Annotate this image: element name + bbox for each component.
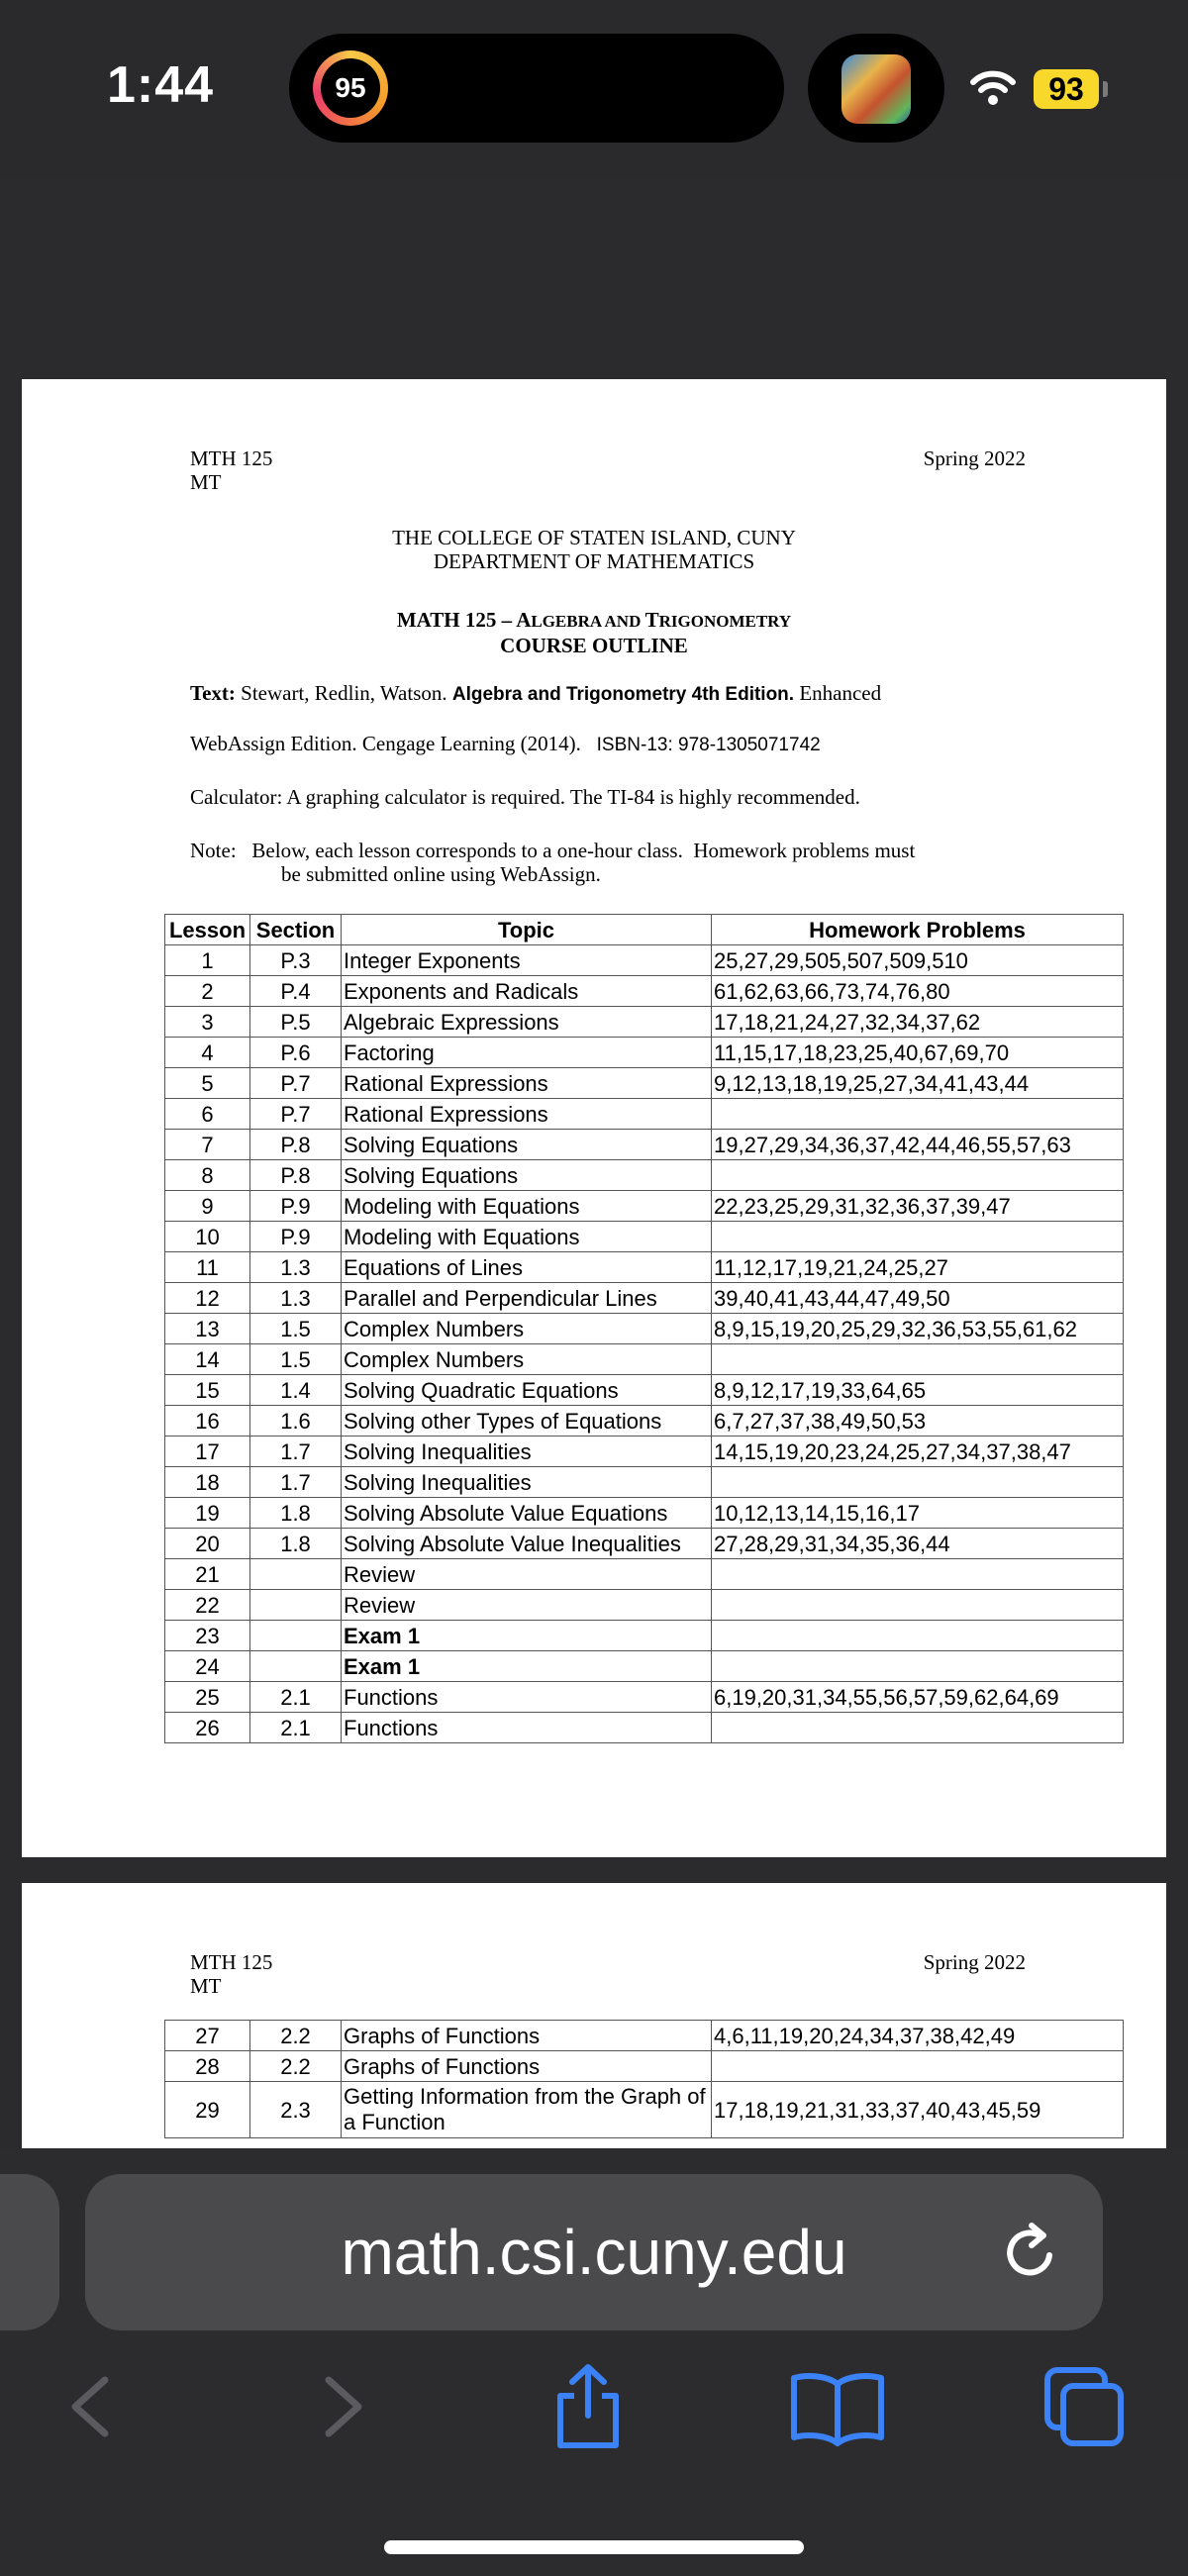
activity-ring-value: 95: [321, 58, 380, 118]
homework-cell: 17,18,21,24,27,32,34,37,62: [712, 1007, 1124, 1038]
text-enhanced: Enhanced: [794, 681, 882, 705]
section-cell: [250, 1590, 342, 1621]
topic-cell: Functions: [342, 1713, 712, 1743]
table-header-row: [165, 915, 1124, 945]
course-sub: MT: [190, 470, 222, 494]
table-row: [165, 1222, 1124, 1252]
topic-cell: Rational Expressions: [342, 1099, 712, 1130]
homework-cell: 6,7,27,37,38,49,50,53: [712, 1406, 1124, 1437]
activity-ring-icon: [313, 50, 388, 126]
header-section: Section: [250, 915, 342, 945]
homework-cell: 9,12,13,18,19,25,27,34,41,43,44: [712, 1068, 1124, 1099]
topic-cell: Rational Expressions: [342, 1068, 712, 1099]
topic-cell: Review: [342, 1559, 712, 1590]
topic-cell: Integer Exponents: [342, 945, 712, 976]
textbook-line: [190, 681, 881, 706]
page2-course-sub: MT: [190, 1974, 222, 1998]
table-row: [165, 976, 1124, 1007]
lesson-cell: 6: [165, 1099, 250, 1130]
topic-cell: Solving Quadratic Equations: [342, 1375, 712, 1406]
section-cell: 2.2: [250, 2051, 342, 2082]
homework-cell: 19,27,29,34,36,37,42,44,46,55,57,63: [712, 1130, 1124, 1160]
live-activity[interactable]: [808, 34, 944, 143]
note-line-1: Note: Below, each lesson corresponds to a one-hour class. Homework problems must: [190, 839, 916, 862]
homework-cell: [712, 1160, 1124, 1191]
college-heading: [22, 526, 1166, 573]
table-row: [165, 2021, 1124, 2051]
table-row: [165, 2082, 1124, 2138]
header-topic: Topic: [342, 915, 712, 945]
section-cell: [250, 1621, 342, 1651]
topic-cell: Solving Equations: [342, 1130, 712, 1160]
lesson-cell: 9: [165, 1191, 250, 1222]
section-cell: 1.8: [250, 1529, 342, 1559]
forward-icon[interactable]: [313, 2372, 372, 2441]
homework-cell: 6,19,20,31,34,55,56,57,59,62,64,69: [712, 1682, 1124, 1713]
calculator-line: Calculator: A graphing calculator is required. The TI-84 is highly recommended.: [190, 785, 860, 809]
lesson-cell: 28: [165, 2051, 250, 2082]
homework-cell: 8,9,15,19,20,25,29,32,36,53,55,61,62: [712, 1314, 1124, 1344]
table-row: [165, 1160, 1124, 1191]
course-title-line: [22, 608, 1166, 634]
homework-cell: 10,12,13,14,15,16,17: [712, 1498, 1124, 1529]
share-icon[interactable]: [550, 2362, 626, 2451]
homework-cell: 22,23,25,29,31,32,36,37,39,47: [712, 1191, 1124, 1222]
homework-cell: [712, 1713, 1124, 1743]
section-cell: P.3: [250, 945, 342, 976]
title-small-1: LGEBRA AND: [531, 612, 645, 631]
app-thumbnail-icon: [842, 54, 911, 124]
lesson-cell: 8: [165, 1160, 250, 1191]
table-row: [165, 1651, 1124, 1682]
lesson-cell: 26: [165, 1713, 250, 1743]
homework-cell: [712, 1344, 1124, 1375]
back-icon[interactable]: [61, 2372, 121, 2441]
topic-cell: Review: [342, 1590, 712, 1621]
section-cell: 1.3: [250, 1283, 342, 1314]
lesson-cell: 1: [165, 945, 250, 976]
section-cell: 1.5: [250, 1314, 342, 1344]
tabs-icon[interactable]: [1040, 2362, 1129, 2451]
section-cell: 1.5: [250, 1344, 342, 1375]
topic-cell: Modeling with Equations: [342, 1191, 712, 1222]
table-row: [165, 1191, 1124, 1222]
topic-cell: Functions: [342, 1682, 712, 1713]
section-cell: 1.4: [250, 1375, 342, 1406]
text-authors: Stewart, Redlin, Watson.: [235, 681, 452, 705]
note-line-2: be submitted online using WebAssign.: [281, 862, 601, 886]
table-row: [165, 1406, 1124, 1437]
topic-cell: Exam 1: [342, 1621, 712, 1651]
lesson-cell: 5: [165, 1068, 250, 1099]
table-row: [165, 1682, 1124, 1713]
home-indicator[interactable]: [384, 2540, 804, 2554]
lesson-cell: 25: [165, 1682, 250, 1713]
header-lesson: Lesson: [165, 915, 250, 945]
lesson-cell: 3: [165, 1007, 250, 1038]
topic-cell: Exponents and Radicals: [342, 976, 712, 1007]
lesson-cell: 13: [165, 1314, 250, 1344]
webassign-line: [190, 732, 821, 756]
homework-cell: [712, 1099, 1124, 1130]
battery-indicator: 93: [1034, 69, 1099, 109]
table-row: [165, 2051, 1124, 2082]
section-cell: 2.1: [250, 1682, 342, 1713]
title-small-2: RIGONOMETRY: [658, 612, 792, 631]
table-row: [165, 1130, 1124, 1160]
pdf-page-2[interactable]: [22, 1883, 1166, 2148]
topic-cell: Getting Information from the Graph of a Function: [342, 2082, 712, 2138]
lesson-cell: 22: [165, 1590, 250, 1621]
lesson-cell: 17: [165, 1437, 250, 1467]
page2-course-code: MTH 125: [190, 1950, 273, 1974]
table-row: [165, 1252, 1124, 1283]
topic-cell: Factoring: [342, 1038, 712, 1068]
topic-cell: Graphs of Functions: [342, 2051, 712, 2082]
lesson-cell: 10: [165, 1222, 250, 1252]
table-row: [165, 1344, 1124, 1375]
topic-cell: Exam 1: [342, 1651, 712, 1682]
topic-cell: Solving Equations: [342, 1160, 712, 1191]
table-row: [165, 1529, 1124, 1559]
bookmarks-icon[interactable]: [788, 2368, 887, 2447]
course-code: MTH 125: [190, 446, 273, 470]
title-big-2: T: [644, 608, 659, 632]
section-cell: [250, 1651, 342, 1682]
section-cell: 1.6: [250, 1406, 342, 1437]
header-course: [190, 446, 272, 494]
text-book: Algebra and Trigonometry 4th Edition.: [451, 684, 795, 705]
table-row: [165, 1621, 1124, 1651]
table-row: [165, 945, 1124, 976]
lesson-cell: 23: [165, 1621, 250, 1651]
table-row: [165, 1068, 1124, 1099]
previous-tab-preview[interactable]: [0, 2174, 59, 2330]
homework-cell: [712, 1590, 1124, 1621]
lesson-cell: 7: [165, 1130, 250, 1160]
section-cell: P.7: [250, 1099, 342, 1130]
course-subtitle: COURSE OUTLINE: [500, 634, 688, 657]
dynamic-island[interactable]: [289, 34, 784, 143]
topic-cell: Graphs of Functions: [342, 2021, 712, 2051]
lesson-cell: 16: [165, 1406, 250, 1437]
homework-cell: [712, 1559, 1124, 1590]
section-cell: 2.3: [250, 2082, 342, 2138]
section-cell: [250, 1559, 342, 1590]
lesson-cell: 15: [165, 1375, 250, 1406]
page2-header-term: Spring 2022: [923, 1950, 1026, 1974]
topic-cell: Modeling with Equations: [342, 1222, 712, 1252]
lesson-cell: 29: [165, 2082, 250, 2138]
table-row: [165, 1314, 1124, 1344]
section-cell: 2.2: [250, 2021, 342, 2051]
homework-cell: 17,18,19,21,31,33,37,40,43,45,59: [712, 2082, 1124, 2138]
battery-tip: [1103, 81, 1108, 97]
topic-cell: Equations of Lines: [342, 1252, 712, 1283]
lesson-cell: 12: [165, 1283, 250, 1314]
table-row: [165, 1437, 1124, 1467]
section-cell: P.8: [250, 1160, 342, 1191]
college-name: THE COLLEGE OF STATEN ISLAND, CUNY: [392, 526, 796, 549]
table-row: [165, 1590, 1124, 1621]
section-cell: P.9: [250, 1222, 342, 1252]
status-bar: [0, 0, 1188, 178]
section-cell: 2.1: [250, 1713, 342, 1743]
address-bar[interactable]: [85, 2174, 1103, 2330]
section-cell: P.7: [250, 1068, 342, 1099]
homework-cell: 25,27,29,505,507,509,510: [712, 945, 1124, 976]
page-separator: [0, 1857, 1188, 1883]
homework-cell: [712, 2051, 1124, 2082]
homework-cell: 8,9,12,17,19,33,64,65: [712, 1375, 1124, 1406]
reload-icon[interactable]: [996, 2218, 1065, 2287]
table-row: [165, 1038, 1124, 1068]
text-label: Text:: [190, 681, 236, 705]
table-row: [165, 1375, 1124, 1406]
pdf-page-1[interactable]: [22, 379, 1166, 1857]
topic-cell: Algebraic Expressions: [342, 1007, 712, 1038]
lesson-cell: 21: [165, 1559, 250, 1590]
lesson-cell: 24: [165, 1651, 250, 1682]
section-cell: 1.3: [250, 1252, 342, 1283]
wifi-icon: [970, 65, 1016, 111]
table-row: [165, 1498, 1124, 1529]
lesson-cell: 4: [165, 1038, 250, 1068]
homework-table-continued: [164, 2020, 1124, 2138]
topic-cell: Solving Inequalities: [342, 1437, 712, 1467]
homework-cell: [712, 1222, 1124, 1252]
course-title: [22, 608, 1166, 657]
section-cell: P.8: [250, 1130, 342, 1160]
table-row: [165, 1559, 1124, 1590]
table-row: [165, 1467, 1124, 1498]
table-row: [165, 1007, 1124, 1038]
header-homework: Homework Problems: [712, 915, 1124, 945]
lesson-cell: 18: [165, 1467, 250, 1498]
section-cell: 1.7: [250, 1467, 342, 1498]
section-cell: 1.7: [250, 1437, 342, 1467]
section-cell: P.9: [250, 1191, 342, 1222]
topic-cell: Solving Inequalities: [342, 1467, 712, 1498]
section-cell: P.5: [250, 1007, 342, 1038]
clock-time: 1:44: [107, 56, 215, 114]
lesson-cell: 2: [165, 976, 250, 1007]
section-cell: 1.8: [250, 1498, 342, 1529]
homework-cell: 11,12,17,19,21,24,25,27: [712, 1252, 1124, 1283]
url-text[interactable]: math.csi.cuny.edu: [341, 2217, 847, 2288]
lesson-cell: 11: [165, 1252, 250, 1283]
section-cell: P.4: [250, 976, 342, 1007]
topic-cell: Solving Absolute Value Inequalities: [342, 1529, 712, 1559]
lesson-cell: 19: [165, 1498, 250, 1529]
homework-cell: 11,15,17,18,23,25,40,67,69,70: [712, 1038, 1124, 1068]
lesson-cell: 14: [165, 1344, 250, 1375]
isbn-text: ISBN-13: 978-1305071742: [596, 735, 821, 755]
lesson-cell: 27: [165, 2021, 250, 2051]
section-cell: P.6: [250, 1038, 342, 1068]
homework-cell: 61,62,63,66,73,74,76,80: [712, 976, 1124, 1007]
table-row: [165, 1283, 1124, 1314]
homework-cell: [712, 1651, 1124, 1682]
homework-cell: [712, 1467, 1124, 1498]
department-name: DEPARTMENT OF MATHEMATICS: [433, 549, 755, 573]
topic-cell: Solving other Types of Equations: [342, 1406, 712, 1437]
topic-cell: Parallel and Perpendicular Lines: [342, 1283, 712, 1314]
homework-cell: 4,6,11,19,20,24,34,37,38,42,49: [712, 2021, 1124, 2051]
topic-cell: Complex Numbers: [342, 1314, 712, 1344]
topic-cell: Complex Numbers: [342, 1344, 712, 1375]
homework-cell: 39,40,41,43,44,47,49,50: [712, 1283, 1124, 1314]
title-prefix: MATH 125 – A: [396, 608, 532, 632]
homework-cell: 14,15,19,20,23,24,25,27,34,37,38,47: [712, 1437, 1124, 1467]
homework-table: [164, 914, 1124, 1743]
page2-header-course: [190, 1950, 272, 1998]
lesson-cell: 20: [165, 1529, 250, 1559]
homework-cell: [712, 1621, 1124, 1651]
webassign-text: WebAssign Edition. Cengage Learning (2014).: [190, 732, 581, 755]
topic-cell: Solving Absolute Value Equations: [342, 1498, 712, 1529]
table-row: [165, 1713, 1124, 1743]
header-term: Spring 2022: [923, 446, 1026, 470]
table-row: [165, 1099, 1124, 1130]
homework-cell: 27,28,29,31,34,35,36,44: [712, 1529, 1124, 1559]
viewer-background: [0, 178, 1188, 379]
